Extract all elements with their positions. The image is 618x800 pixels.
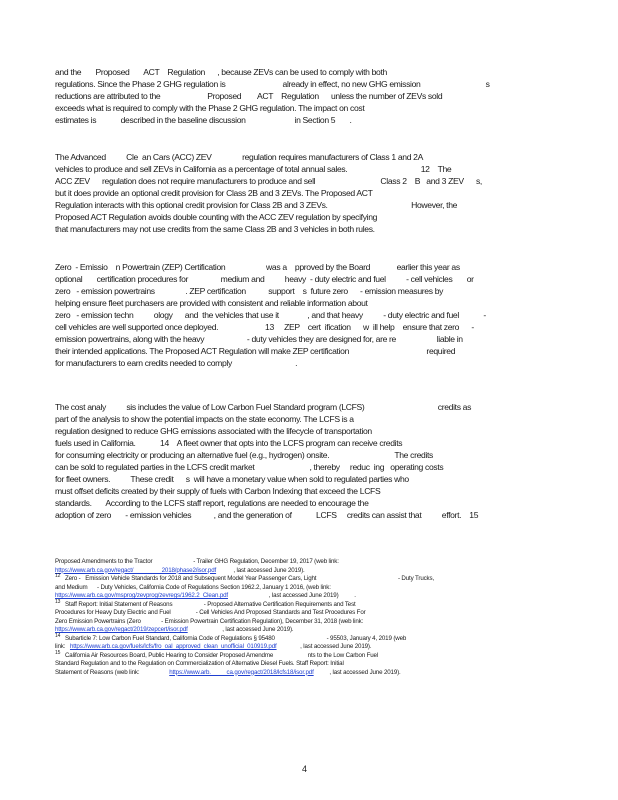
footnote-text: Zero - Emission Vehicle Standards for 2018 and Subsequent Model Year Passenger Cars, Light - Duty Trucks, [60, 575, 435, 582]
footnote-text: , last accessed June 2019). [276, 643, 372, 650]
footnote-text: Zero Emission Powertrains (Zero - Emission Powertrain Certification Regulation), December 31, 2018 (web link: [55, 617, 364, 625]
text-line: reductions are attributed to the Proposed ACT Regulation unless the number of ZEVs sold [55, 91, 443, 101]
text-line: cell vehicles are well supported once deployed. 13 ZEP cert ification w ill help ensure that zero - [55, 322, 474, 332]
text-line: zero - emission techn ology and the vehicles that use it , and that heavy - duty electric and fuel - [55, 310, 486, 320]
footnote-line [55, 567, 525, 576]
paragraph-acc-zev [55, 151, 545, 235]
paragraph-lcfs [55, 401, 545, 521]
text-line: for manufacturers to earn credits needed to comply . [55, 358, 298, 368]
text-line: part of the analysis to show the potential impacts on the state economy. The LCFS is a [55, 414, 354, 424]
text-line: for fleet owners. These credit s will have a monetary value when sold to regulated parties who [55, 474, 409, 484]
footnote-line [55, 669, 525, 678]
footnote-text: , last accessed June 2019). [216, 566, 305, 574]
footnote-line [55, 584, 525, 593]
text-line: but it does provide an optional credit provision for Class 2B and 3 ZEVs. The Proposed ACT [55, 188, 373, 198]
footnote-text: , last accessed June 2019). [313, 668, 401, 676]
text-line: exceeds what is required to comply with the Phase 2 GHG regulation. The impact on cost [55, 103, 365, 113]
footnote-link[interactable]: https://www.arb.ca.gov/regact/ 2018/phase2/isor.pdf [55, 566, 217, 574]
footnote-text: , last accessed June 2019). [187, 626, 294, 633]
footnote-link[interactable]: https://www.arb.ca.gov/regact/2019/zepcert/isor.pdf [55, 626, 188, 633]
footnote-text: link: [55, 643, 70, 650]
footnote-line [55, 618, 525, 627]
text-line: Zero - Emissio n Powertrain (ZEP) Certification was a pproved by the Board earlier this year as [55, 262, 460, 272]
text-line: their intended applications. The Proposed ACT Regulation will make ZEP certification required [55, 346, 456, 356]
text-line: The cost analy sis includes the value of Low Carbon Fuel Standard program (LCFS) credits as [55, 402, 472, 412]
footnote-link[interactable]: https://www.arb.ca.gov/msprog/zevprog/zevregs/1962.2_Clean.pdf [55, 592, 228, 599]
footnote-number: 14 [55, 632, 61, 639]
text-line: estimates is described in the baseline discussion in Section 5 . [55, 115, 352, 125]
text-line: zero - emission powertrains . ZEP certification support s future zero - emission measures by [55, 286, 444, 296]
footnote-line [55, 649, 525, 661]
text-line: must offset deficits created by their supply of fuels with Carbon Indexing that exceed the LCFS [55, 486, 381, 496]
text-line: adoption of zero - emission vehicles , and the generation of LCFS credits can assist that effort. 15 [55, 510, 479, 520]
text-line: standards. According to the LCFS staff report, regulations are needed to encourage the [55, 498, 369, 508]
footnote-text: Proposed Amendments to the Tractor - Trailer GHG Regulation, December 19, 2017 (web link: [55, 558, 339, 565]
text-line: that manufacturers may not use credits from the same Class 2B and 3 vehicles in both rules. [55, 224, 375, 234]
footnote-text: Subarticle 7: Low Carbon Fuel Standard, California Code of Regulations § 95480 - 95503, January 4, 2019 (web [60, 634, 407, 642]
text-line: and the Proposed ACT Regulation , because ZEVs can be used to comply with both [55, 67, 387, 77]
paragraph-phase2-ghg [55, 66, 545, 126]
footnote-line [55, 626, 525, 635]
footnote-text: California Air Resources Board, Public Hearing to Consider Proposed Amendme nts to the Low Carbon Fuel [60, 651, 379, 659]
page-number: 4 [302, 764, 308, 774]
footnote-text: Staff Report: Initial Statement of Reasons - Proposed Alternative Certification Requirements and Test [60, 600, 356, 608]
text-line: Regulation interacts with this optional credit provision for Class 2B and 3 ZEVs. However, the [55, 200, 458, 210]
text-line: Proposed ACT Regulation avoids double counting with the ACC ZEV regulation by specifying [55, 212, 378, 222]
text-line: optional certification procedures for medium and heavy - duty electric and fuel - cell vehicles or [55, 274, 474, 284]
footnote-number: 15 [55, 649, 61, 656]
footnote-line [55, 632, 525, 644]
footnote-line [55, 609, 525, 618]
text-line: regulation designed to reduce GHG emissions associated with the lifecycle of transportation [55, 426, 372, 436]
text-line: helping ensure fleet purchasers are provided with consistent and reliable information about [55, 298, 368, 308]
text-line: emission powertrains, along with the heavy - duty vehicles they are designed for, are re liable in [55, 334, 463, 344]
footnote-line [55, 572, 525, 584]
footnote-text: Procedures for Heavy Duty Electric and Fuel - Cell Vehicles And Proposed Standards and Test Procedures For [55, 609, 366, 616]
footnote-line [55, 660, 525, 669]
text-line: ACC ZEV regulation does not require manufacturers to produce and sell Class 2 B and 3 ZEV s, [55, 176, 482, 186]
footnote-line [55, 558, 525, 567]
footnote-text: and Medium - Duty Vehicles, California Code of Regulations Section 1962.2, January 1 2016, (web link: [55, 583, 331, 591]
footnote-number: 12 [55, 572, 61, 579]
footnote-text: Statement of Reasons (web link: [55, 668, 170, 676]
footnotes [55, 558, 525, 677]
text-line: fuels used in California. 14 A fleet owner that opts into the LCFS program can receive credits [55, 438, 403, 448]
text-line: vehicles to produce and sell ZEVs in California as a percentage of total annual sales. 12 The [55, 164, 452, 174]
footnote-number: 13 [55, 598, 61, 605]
paragraph-zep-certification [55, 261, 545, 369]
text-line: can be sold to regulated parties in the LCFS credit market , thereby reduc ing operating costs [55, 462, 444, 472]
footnote-line [55, 592, 525, 601]
footnote-text: Standard Regulation and to the Regulation on Commercialization of Alternative Diesel Fuels. Staff Report: Initial [55, 660, 344, 667]
text-line: The Advanced Cle an Cars (ACC) ZEV regulation requires manufacturers of Class 1 and 2A [55, 152, 423, 162]
footnote-text: , last accessed June 2019) . [228, 592, 356, 599]
footnote-line [55, 598, 525, 610]
text-line: for consuming electricity or producing an alternative fuel (e.g., hydrogen) onsite. The credits [55, 450, 433, 460]
footnote-link[interactable]: https://www.arb.ca.gov/fuels/lcfs/fro_oal_approved_clean_unofficial_010919.pdf [69, 643, 277, 650]
text-line: regulations. Since the Phase 2 GHG regulation is already in effect, no new GHG emission s [55, 79, 490, 89]
footnote-line [55, 643, 525, 652]
footnote-link[interactable]: https://www.arb. ca.gov/regact/2018/lcfs18/isor.pdf [169, 668, 314, 676]
